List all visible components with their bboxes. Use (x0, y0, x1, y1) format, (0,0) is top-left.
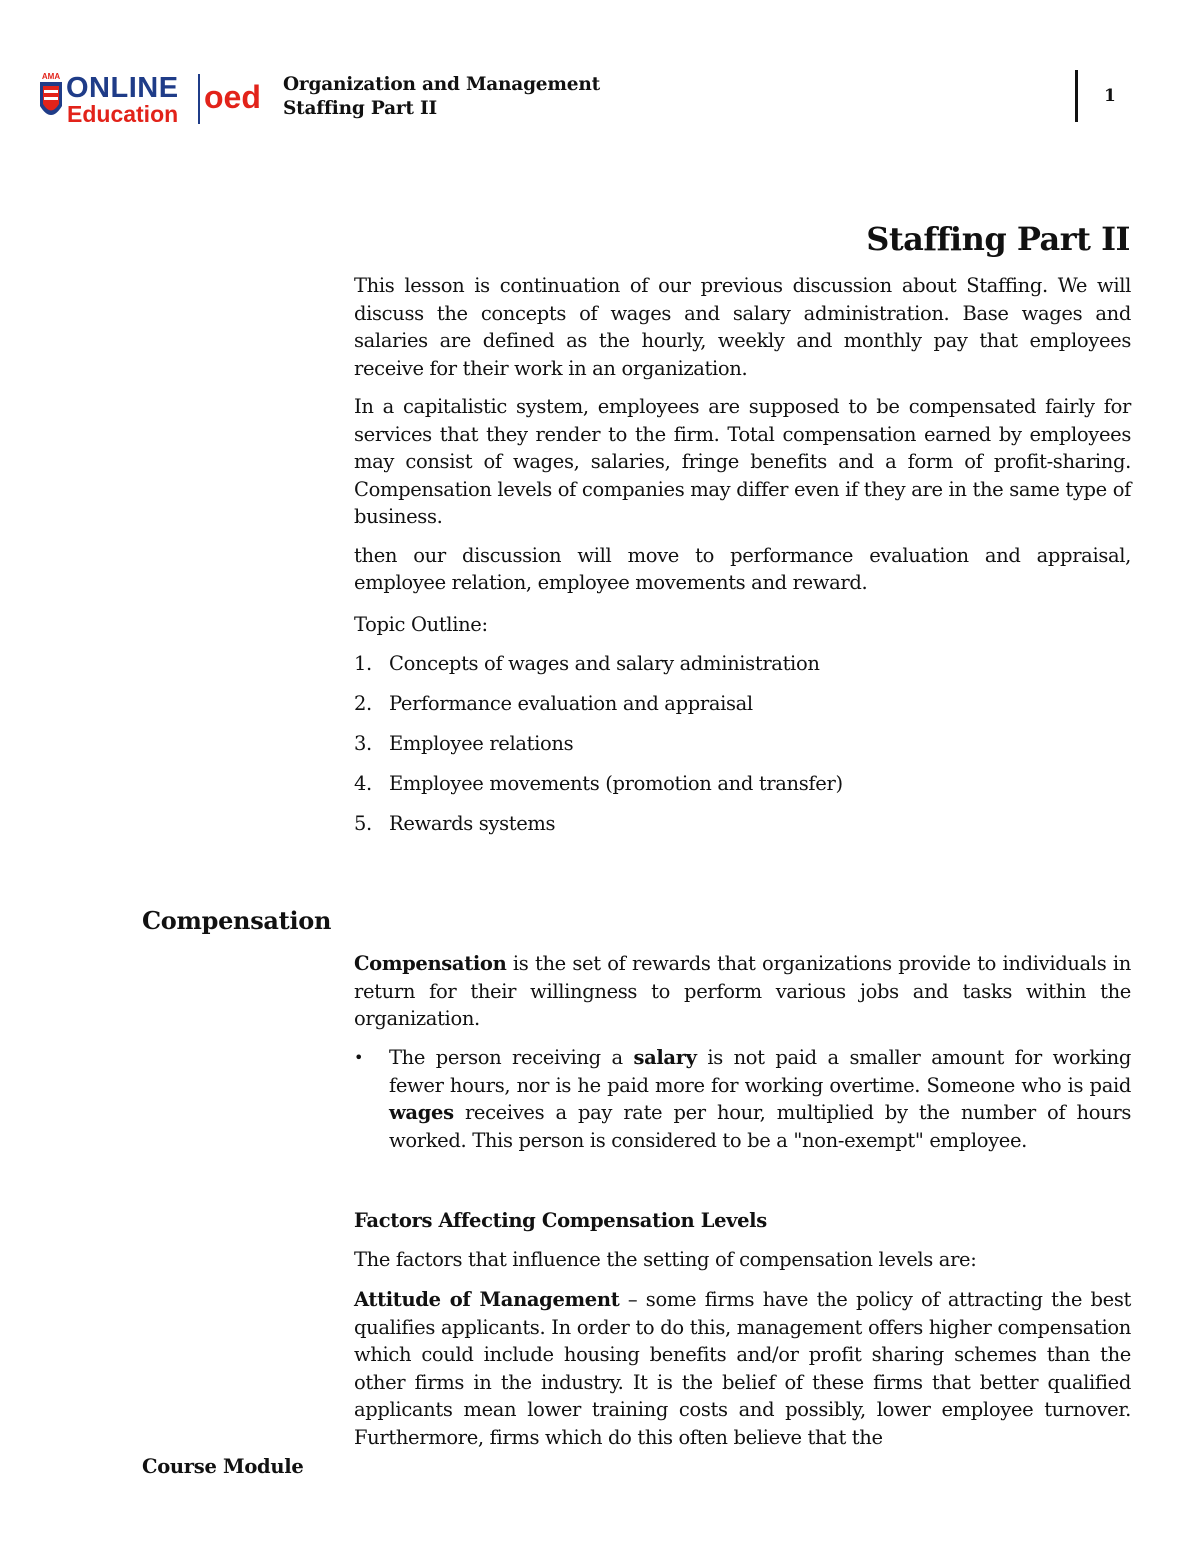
header-course-info (283, 73, 600, 121)
topic-outline-label: Topic Outline: (354, 613, 488, 636)
intro-section (354, 272, 1131, 608)
bullet-text: The person receiving a (389, 1046, 634, 1069)
header-course-title: Organization and Management (283, 74, 600, 95)
header-divider (1075, 70, 1078, 122)
bullet-text: receives a pay rate per hour, multiplied by the number of hours worked. This person is considered to be a "non-exempt" employee. (389, 1101, 1131, 1152)
item-number: 3. (354, 732, 372, 755)
intro-paragraph: This lesson is continuation of our previous discussion about Staffing. We will discuss the concepts of wages and salary administration. Base wages and salaries are defined as the hourly, weekly and monthly pay that employees receive for their work in an organization. (354, 274, 1131, 380)
definition-text: is the set of rewards that organizations provide to individuals in return for their willingness to perform various jobs and tasks within the organization. (354, 952, 1131, 1030)
item-number: 5. (354, 812, 372, 835)
item-text: Employee relations (389, 732, 574, 755)
seal-text: AMA (41, 72, 61, 81)
list-item (354, 650, 1131, 690)
item-number: 4. (354, 772, 372, 795)
term-attitude-of-management: Attitude of Management (354, 1288, 620, 1311)
logo-wordmark-bottom: Education (67, 101, 179, 127)
footer-course-module: Course Module (142, 1455, 304, 1478)
intro-paragraph: then our discussion will move to performance evaluation and appraisal, employee relation, employee movements and reward. (354, 543, 1131, 594)
bullet-text: is not paid a smaller amount for working fewer hours, nor is he paid more for working overtime. Someone who is paid (389, 1046, 1131, 1097)
item-number: 2. (354, 692, 372, 715)
item-text: Performance evaluation and appraisal (389, 692, 753, 715)
term-salary: salary (633, 1046, 697, 1069)
bullet-icon: • (354, 1048, 364, 1067)
term-compensation: Compensation (354, 952, 507, 975)
header-lesson-title: Staffing Part II (283, 98, 437, 119)
list-item (354, 770, 1131, 810)
compensation-bullet (354, 1044, 1131, 1154)
list-item (354, 730, 1131, 770)
logo-wordmark-top: ONLINE (66, 72, 179, 104)
list-item (354, 690, 1131, 730)
term-wages: wages (389, 1101, 454, 1124)
logo-mark: oed (204, 79, 261, 115)
page-number: 1 (1104, 86, 1116, 106)
item-text: Concepts of wages and salary administration (389, 652, 820, 675)
logo-divider (198, 74, 200, 124)
ama-seal-icon (40, 72, 62, 115)
topic-outline-list (354, 650, 1131, 850)
factors-heading: Factors Affecting Compensation Levels (354, 1209, 767, 1232)
attitude-text: – some firms have the policy of attracting the best qualifies applicants. In order to do this, management offers higher compensation which could include housing benefits and/or profit sharing schemes than the other firms in the industry. It is the belief of these firms that better qualified applicants mean lower training costs and possibly, lower employee turnover. Furthermore, firms which do this often believe that the (354, 1288, 1131, 1449)
intro-paragraph: In a capitalistic system, employees are supposed to be compensated fairly for services that they render to the firm. Total compensation earned by employees may consist of wages, salaries, fringe benefits and a form of profit-sharing. Compensation levels of companies may differ even if they are in the same type of business. (354, 395, 1131, 528)
section-heading-compensation: Compensation (142, 906, 332, 935)
list-item (354, 810, 1131, 850)
factors-intro: The factors that influence the setting of compensation levels are: (354, 1248, 977, 1271)
online-education-logo (36, 68, 272, 130)
attitude-of-management-paragraph (354, 1286, 1131, 1451)
item-text: Employee movements (promotion and transfer) (389, 772, 843, 795)
compensation-definition (354, 950, 1131, 1033)
item-number: 1. (354, 652, 372, 675)
page-title: Staffing Part II (866, 220, 1130, 258)
item-text: Rewards systems (389, 812, 556, 835)
